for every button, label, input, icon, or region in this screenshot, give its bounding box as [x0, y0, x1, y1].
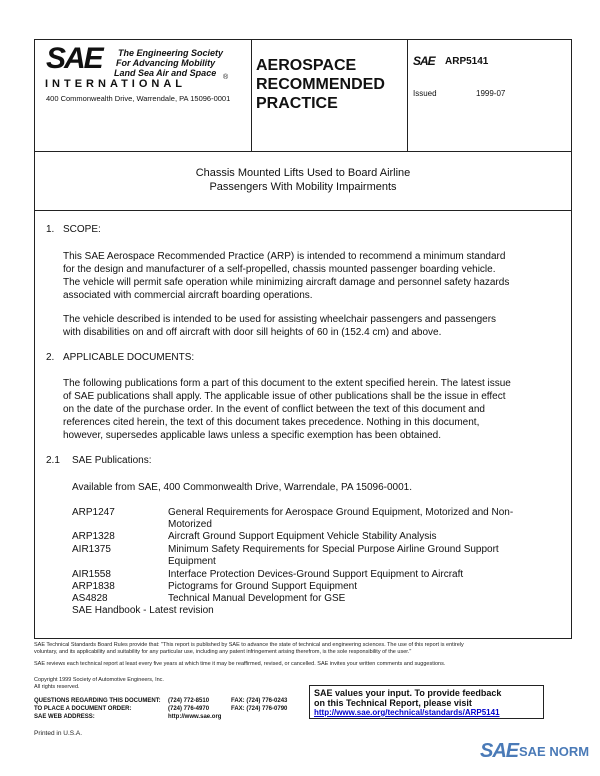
ref-doc-id: AS4828 [72, 593, 108, 604]
doc-sae-logo: SAE [413, 54, 435, 68]
issued-label: Issued [413, 89, 437, 98]
docs-p-line: references cited herein, the text of this document takes precedence. Nothing in this document, [63, 417, 480, 428]
questions-tel: (724) 772-8510 [168, 698, 210, 704]
title-bottom-rule [34, 210, 572, 211]
section-1-title: SCOPE: [63, 224, 101, 235]
title-line-2: Passengers With Mobility Impairments [209, 181, 397, 193]
section-2-1-title: SAE Publications: [72, 455, 152, 466]
web-url[interactable]: http://www.sae.org [168, 714, 222, 720]
ref-doc-title-line: General Requirements for Aerospace Ground Equipment, Motorized and Non- [168, 507, 514, 518]
section-2-title: APPLICABLE DOCUMENTS: [63, 352, 195, 363]
ref-doc-id: ARP1838 [72, 581, 115, 592]
feedback-line-2: on this Technical Report, please visit [314, 698, 472, 708]
policy-line-2: voluntary, and its applicability and suitability for any particular use, including any patent infringement arising therefrom, is the sole responsibility of the user." [34, 649, 412, 655]
org-line-1: The Engineering Society [118, 48, 224, 58]
ref-doc-title: Interface Protection Devices-Ground Support Equipment to Aircraft [168, 569, 464, 580]
doc-number: ARP5141 [445, 56, 489, 67]
section-2-1-number: 2.1 [46, 455, 60, 466]
doc-type-line-3: PRACTICE [256, 95, 338, 112]
document-title [34, 166, 572, 194]
ref-doc-title-line: Minimum Safety Requirements for Special Purpose Airline Ground Support [168, 544, 499, 555]
scope-paragraph-2 [63, 313, 496, 339]
feedback-line-1: SAE values your input. To provide feedback [314, 688, 502, 698]
policy-text [34, 642, 574, 656]
order-tel: (724) 776-4970 [168, 706, 210, 712]
doc-type-line-2: RECOMMENDED [256, 76, 385, 93]
sae-logo: SAE [46, 42, 102, 75]
header-divider-2 [407, 39, 408, 151]
scope-p1-line: associated with commercial aircraft boarding operations. [63, 290, 313, 301]
sae-availability: Available from SAE, 400 Commonwealth Drive, Warrendale, PA 15096-0001. [72, 482, 412, 493]
docs-p-line: however, supersedes applicable laws unless a specific exemption has been obtained. [63, 430, 442, 441]
sae-handbook: SAE Handbook - Latest revision [72, 605, 214, 616]
copyright: Copyright 1999 Society of Automotive Engineers, Inc. [34, 677, 164, 683]
scope-paragraph-1 [63, 250, 509, 302]
ref-doc-id: AIR1375 [72, 544, 111, 555]
questions-label: QUESTIONS REGARDING THIS DOCUMENT: [34, 698, 161, 704]
issued-date: 1999-07 [476, 89, 506, 98]
org-line-3: Land Sea Air and Space [114, 68, 217, 78]
ref-doc-title-line: Equipment [168, 556, 216, 567]
ref-doc-id: AIR1558 [72, 569, 111, 580]
order-fax: FAX: (724) 776-0790 [231, 706, 288, 712]
review-text: SAE reviews each technical report at least every five years at which time it may be reaffirmed, revised, or cancelled. SAE invites your written comments and suggestions. [34, 661, 446, 667]
scope-p1-line: The vehicle will permit safe operation while minimizing aircraft damage and personnel safety hazards [63, 277, 510, 288]
sae-norm-text: SAE NORM [519, 744, 590, 759]
scope-p2-line: with disabilities on and off aircraft with door sill heights of 60 in (152.4 cm) and above. [63, 327, 442, 338]
ref-doc-title: Pictograms for Ground Support Equipment [168, 581, 357, 592]
ref-doc-title: Aircraft Ground Support Equipment Vehicle Stability Analysis [168, 531, 437, 542]
org-line-2: For Advancing Mobility [116, 58, 216, 68]
rights: All rights reserved. [34, 684, 80, 690]
scope-p1-line: This SAE Aerospace Recommended Practice (ARP) is intended to recommend a minimum standard [63, 251, 506, 262]
docs-p-line: on the date of the purchase order. In the event of conflict between the text of this document and [63, 404, 485, 415]
ref-doc-title: Technical Manual Development for GSE [168, 593, 346, 604]
doc-type [256, 56, 385, 113]
header-bottom-rule [34, 151, 572, 152]
feedback-box [309, 685, 544, 719]
title-line-1: Chassis Mounted Lifts Used to Board Airline [195, 167, 411, 179]
scope-p1-line: for the design and manufacturer of a self-propelled, chassis mounted passenger boarding vehicle. [63, 264, 496, 275]
registered-mark: ® [223, 74, 229, 81]
footer-top-rule [34, 638, 572, 639]
ref-doc-title [168, 507, 513, 531]
section-1-number: 1. [46, 224, 55, 235]
policy-line-1: SAE Technical Standards Board Rules provide that: "This report is published by SAE to advance the state of technical and engineering sciences. The use of this report is entirely [34, 642, 464, 648]
header-divider-1 [251, 39, 252, 151]
ref-doc-id: ARP1328 [72, 531, 115, 542]
order-label: TO PLACE A DOCUMENT ORDER: [34, 706, 132, 712]
web-label: SAE WEB ADDRESS: [34, 714, 95, 720]
questions-fax: FAX: (724) 776-0243 [231, 698, 288, 704]
ref-doc-id: ARP1247 [72, 507, 115, 518]
section-2-number: 2. [46, 352, 55, 363]
printed-in: Printed in U.S.A. [34, 730, 83, 737]
international-label: INTERNATIONAL [45, 78, 187, 90]
doc-type-line-1: AEROSPACE [256, 57, 357, 74]
docs-p-line: The following publications form a part of this document to the extent specified herein. The latest issue [63, 378, 511, 389]
feedback-link[interactable]: http://www.sae.org/technical/standards/ARP5141 [314, 708, 500, 717]
ref-doc-title-line: Motorized [168, 519, 212, 530]
scope-p2-line: The vehicle described is intended to be used for assisting wheelchair passengers and passengers [63, 314, 497, 325]
ref-doc-title [168, 544, 499, 568]
sae-address: 400 Commonwealth Drive, Warrendale, PA 15096-0001 [46, 94, 231, 103]
applicable-docs-paragraph [63, 377, 511, 442]
sae-norm-logo: SAE [480, 740, 519, 762]
docs-p-line: of SAE publications shall apply. The applicable issue of other publications shall be the issue in effect [63, 391, 506, 402]
